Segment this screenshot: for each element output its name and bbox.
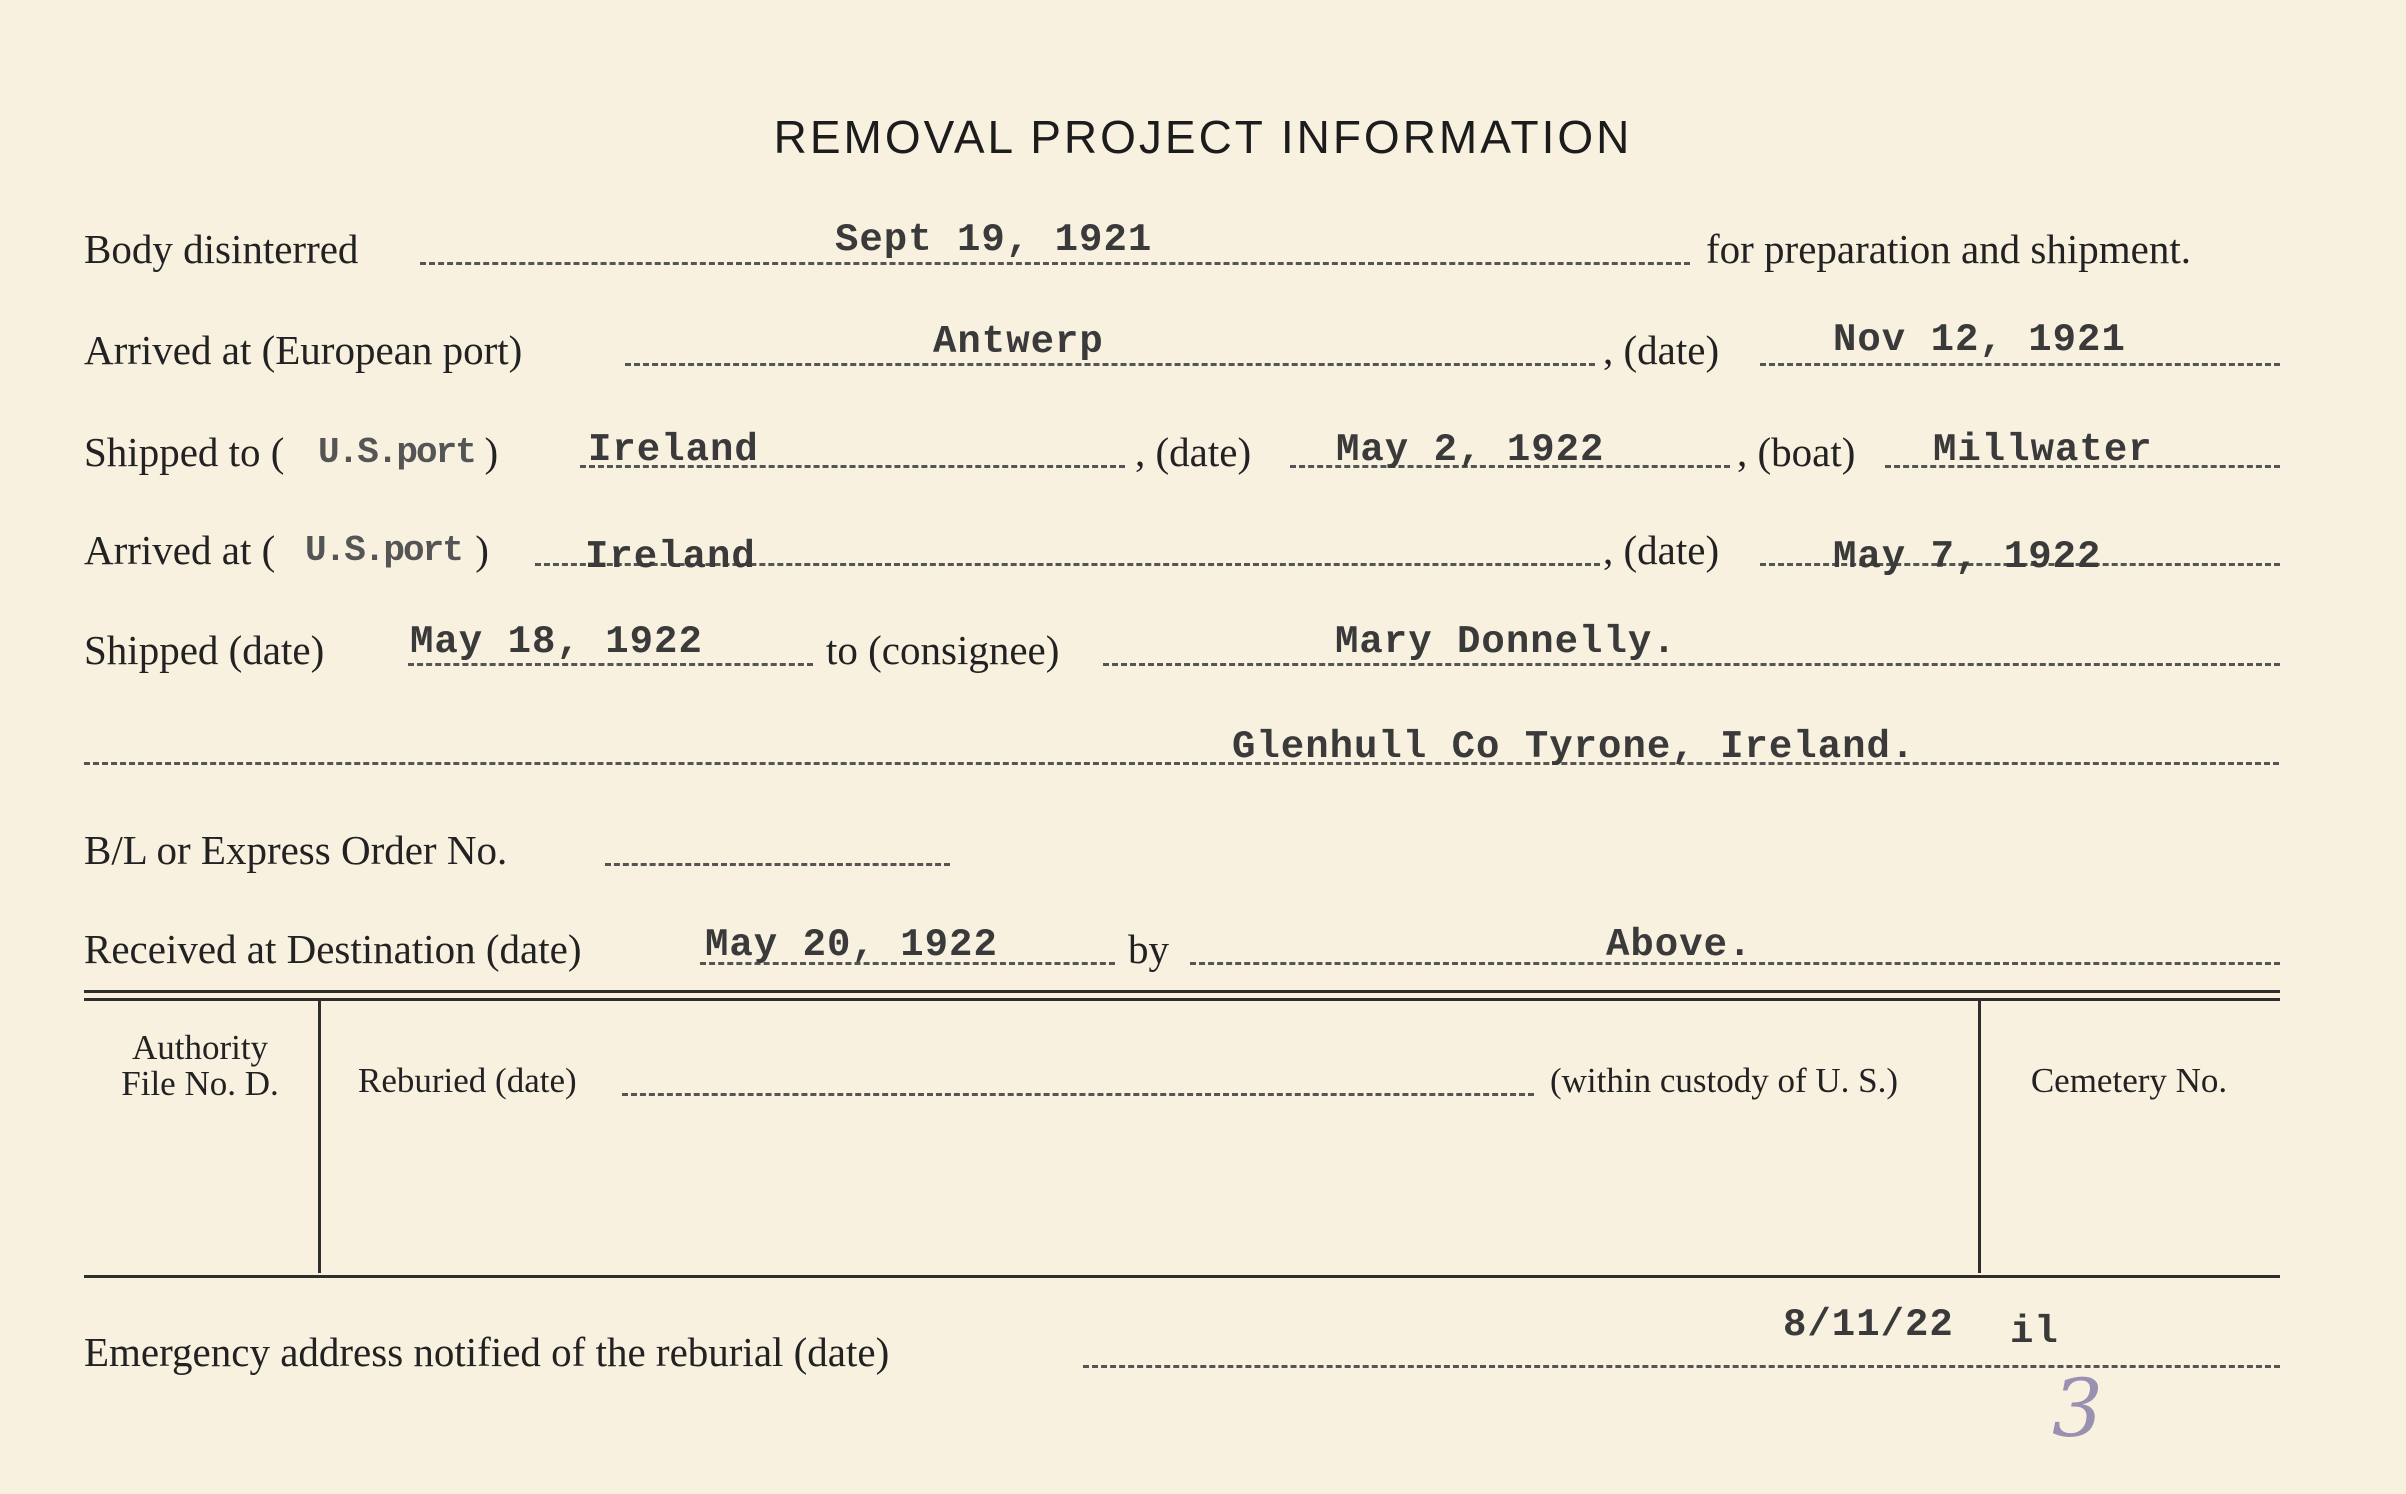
consignee-label: to (consignee) [826, 627, 1060, 673]
consignee-value: Mary Donnelly. [1335, 620, 1677, 664]
shipped-date-value: May 2, 1922 [1336, 428, 1605, 472]
received-destination-label: Received at Destination (date) [84, 926, 582, 972]
bl-express-order-label: B/L or Express Order No. [84, 827, 508, 873]
handwritten-mark: 3 [2052, 1362, 2103, 1455]
body-disinterred-value: Sept 19, 1921 [835, 218, 1153, 262]
authority-label-line1: Authority [131, 1028, 269, 1067]
arrived-date-value: Nov 12, 1921 [1833, 318, 2126, 362]
by-label: by [1128, 926, 1169, 972]
emergency-date-value: 8/11/22 [1783, 1303, 1954, 1347]
emergency-address-label: Emergency address notified of the reburial (date) [84, 1329, 890, 1375]
reburied-date-label: Reburied (date) [358, 1061, 577, 1100]
table-top-rule-2 [84, 998, 2280, 1001]
struck-us-port-1: U.S.port [318, 432, 475, 473]
received-date-value: May 20, 1922 [705, 923, 998, 967]
struck-us-port-2: U.S.port [305, 530, 462, 571]
reburied-date-line [622, 1093, 1534, 1096]
authority-label-line2: File No. D. [121, 1064, 279, 1103]
table-top-rule-1 [84, 990, 2280, 993]
authority-file-label [84, 1030, 316, 1102]
received-by-value: Above. [1606, 923, 1753, 967]
boat-value: Millwater [1933, 428, 2153, 472]
table-divider-left [318, 1001, 321, 1273]
shipped-date-2-label: Shipped (date) [84, 627, 325, 673]
custody-label: (within custody of U. S.) [1550, 1061, 1899, 1100]
shipped-to-label-a: Shipped to ( [84, 429, 285, 475]
european-port-line [625, 363, 1595, 366]
preparation-shipment-label: for preparation and shipment. [1706, 226, 2192, 272]
shipped-date-2-value: May 18, 1922 [410, 620, 703, 664]
arrived-at-label-a: Arrived at ( [84, 527, 276, 573]
arrived-at-label-b: ) [475, 527, 489, 573]
arrived-date-line [1760, 363, 2280, 366]
arrived-european-port-label: Arrived at (European port) [84, 327, 523, 373]
cemetery-no-label: Cemetery No. [2030, 1061, 2228, 1100]
arrived-at-value: Ireland [585, 535, 756, 579]
shipped-to-label-b: ) [484, 429, 499, 475]
table-bottom-rule [84, 1275, 2280, 1278]
arrived-at-date-value: May 7, 1922 [1833, 535, 2102, 579]
page-title: REMOVAL PROJECT INFORMATION [773, 111, 1633, 163]
body-disinterred-label: Body disinterred [84, 226, 359, 272]
address-line [84, 762, 2279, 765]
table-divider-right [1978, 1001, 1981, 1273]
arrived-at-date-label: , (date) [1603, 527, 1720, 573]
european-port-value: Antwerp [933, 320, 1104, 364]
consignee-address: Glenhull Co Tyrone, Ireland. [1232, 725, 1916, 769]
emergency-code-value: il [2010, 1310, 2059, 1354]
consignee-line [1103, 663, 2280, 666]
body-disinterred-line [420, 262, 1690, 265]
bl-express-order-line [605, 863, 950, 866]
shipped-to-value: Ireland [588, 428, 759, 472]
arrived-date-label: , (date) [1603, 327, 1720, 373]
shipped-date-label: , (date) [1135, 429, 1252, 475]
boat-label: , (boat) [1737, 429, 1856, 475]
